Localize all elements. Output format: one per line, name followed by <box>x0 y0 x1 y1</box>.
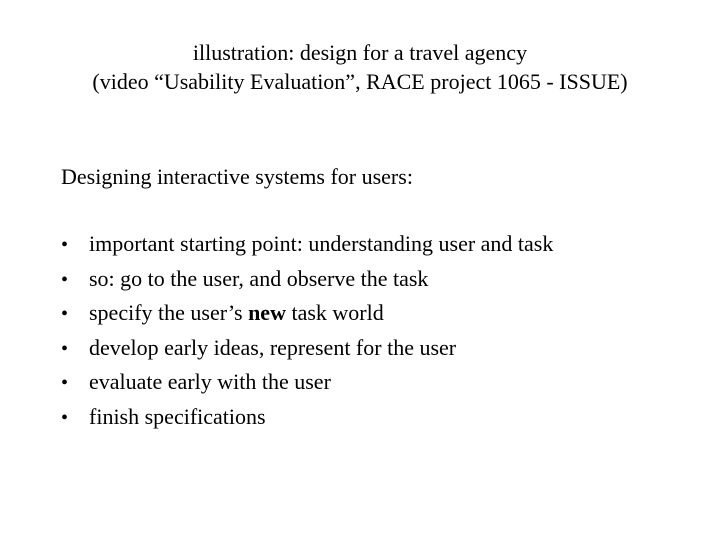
title-line-2: (video “Usability Evaluation”, RACE project 1065 - ISSUE) <box>92 69 628 94</box>
bullet-item <box>61 230 553 265</box>
bullet-item <box>61 265 553 300</box>
bullet-text <box>89 299 384 327</box>
bullet-text-before: specify the user’s <box>89 300 249 325</box>
bullet-text: develop early ideas, represent for the user <box>89 334 457 360</box>
bullet-item <box>61 368 553 403</box>
bullet-text-emphasis: new <box>248 300 286 325</box>
bullet-text-after: task world <box>285 300 384 325</box>
bullet-icon: • <box>61 303 69 325</box>
bullet-item <box>61 299 553 334</box>
slide-title <box>0 38 720 96</box>
bullet-icon: • <box>61 268 69 291</box>
bullet-icon: • <box>61 406 69 429</box>
bullet-icon: • <box>61 337 69 360</box>
bullet-text: so: go to the user, and observe the task <box>89 265 429 291</box>
bullet-text: evaluate early with the user <box>89 369 331 394</box>
bullet-item <box>61 334 553 369</box>
bullet-text: finish specifications <box>89 403 266 429</box>
bullet-text: important starting point: understanding user and task <box>89 231 554 256</box>
bullet-item <box>61 403 553 438</box>
title-line-1: illustration: design for a travel agency <box>192 40 528 65</box>
bullet-icon: • <box>61 234 69 256</box>
bullet-icon: • <box>61 372 69 394</box>
bullet-list <box>61 230 553 437</box>
intro-text: Designing interactive systems for users: <box>61 164 413 189</box>
